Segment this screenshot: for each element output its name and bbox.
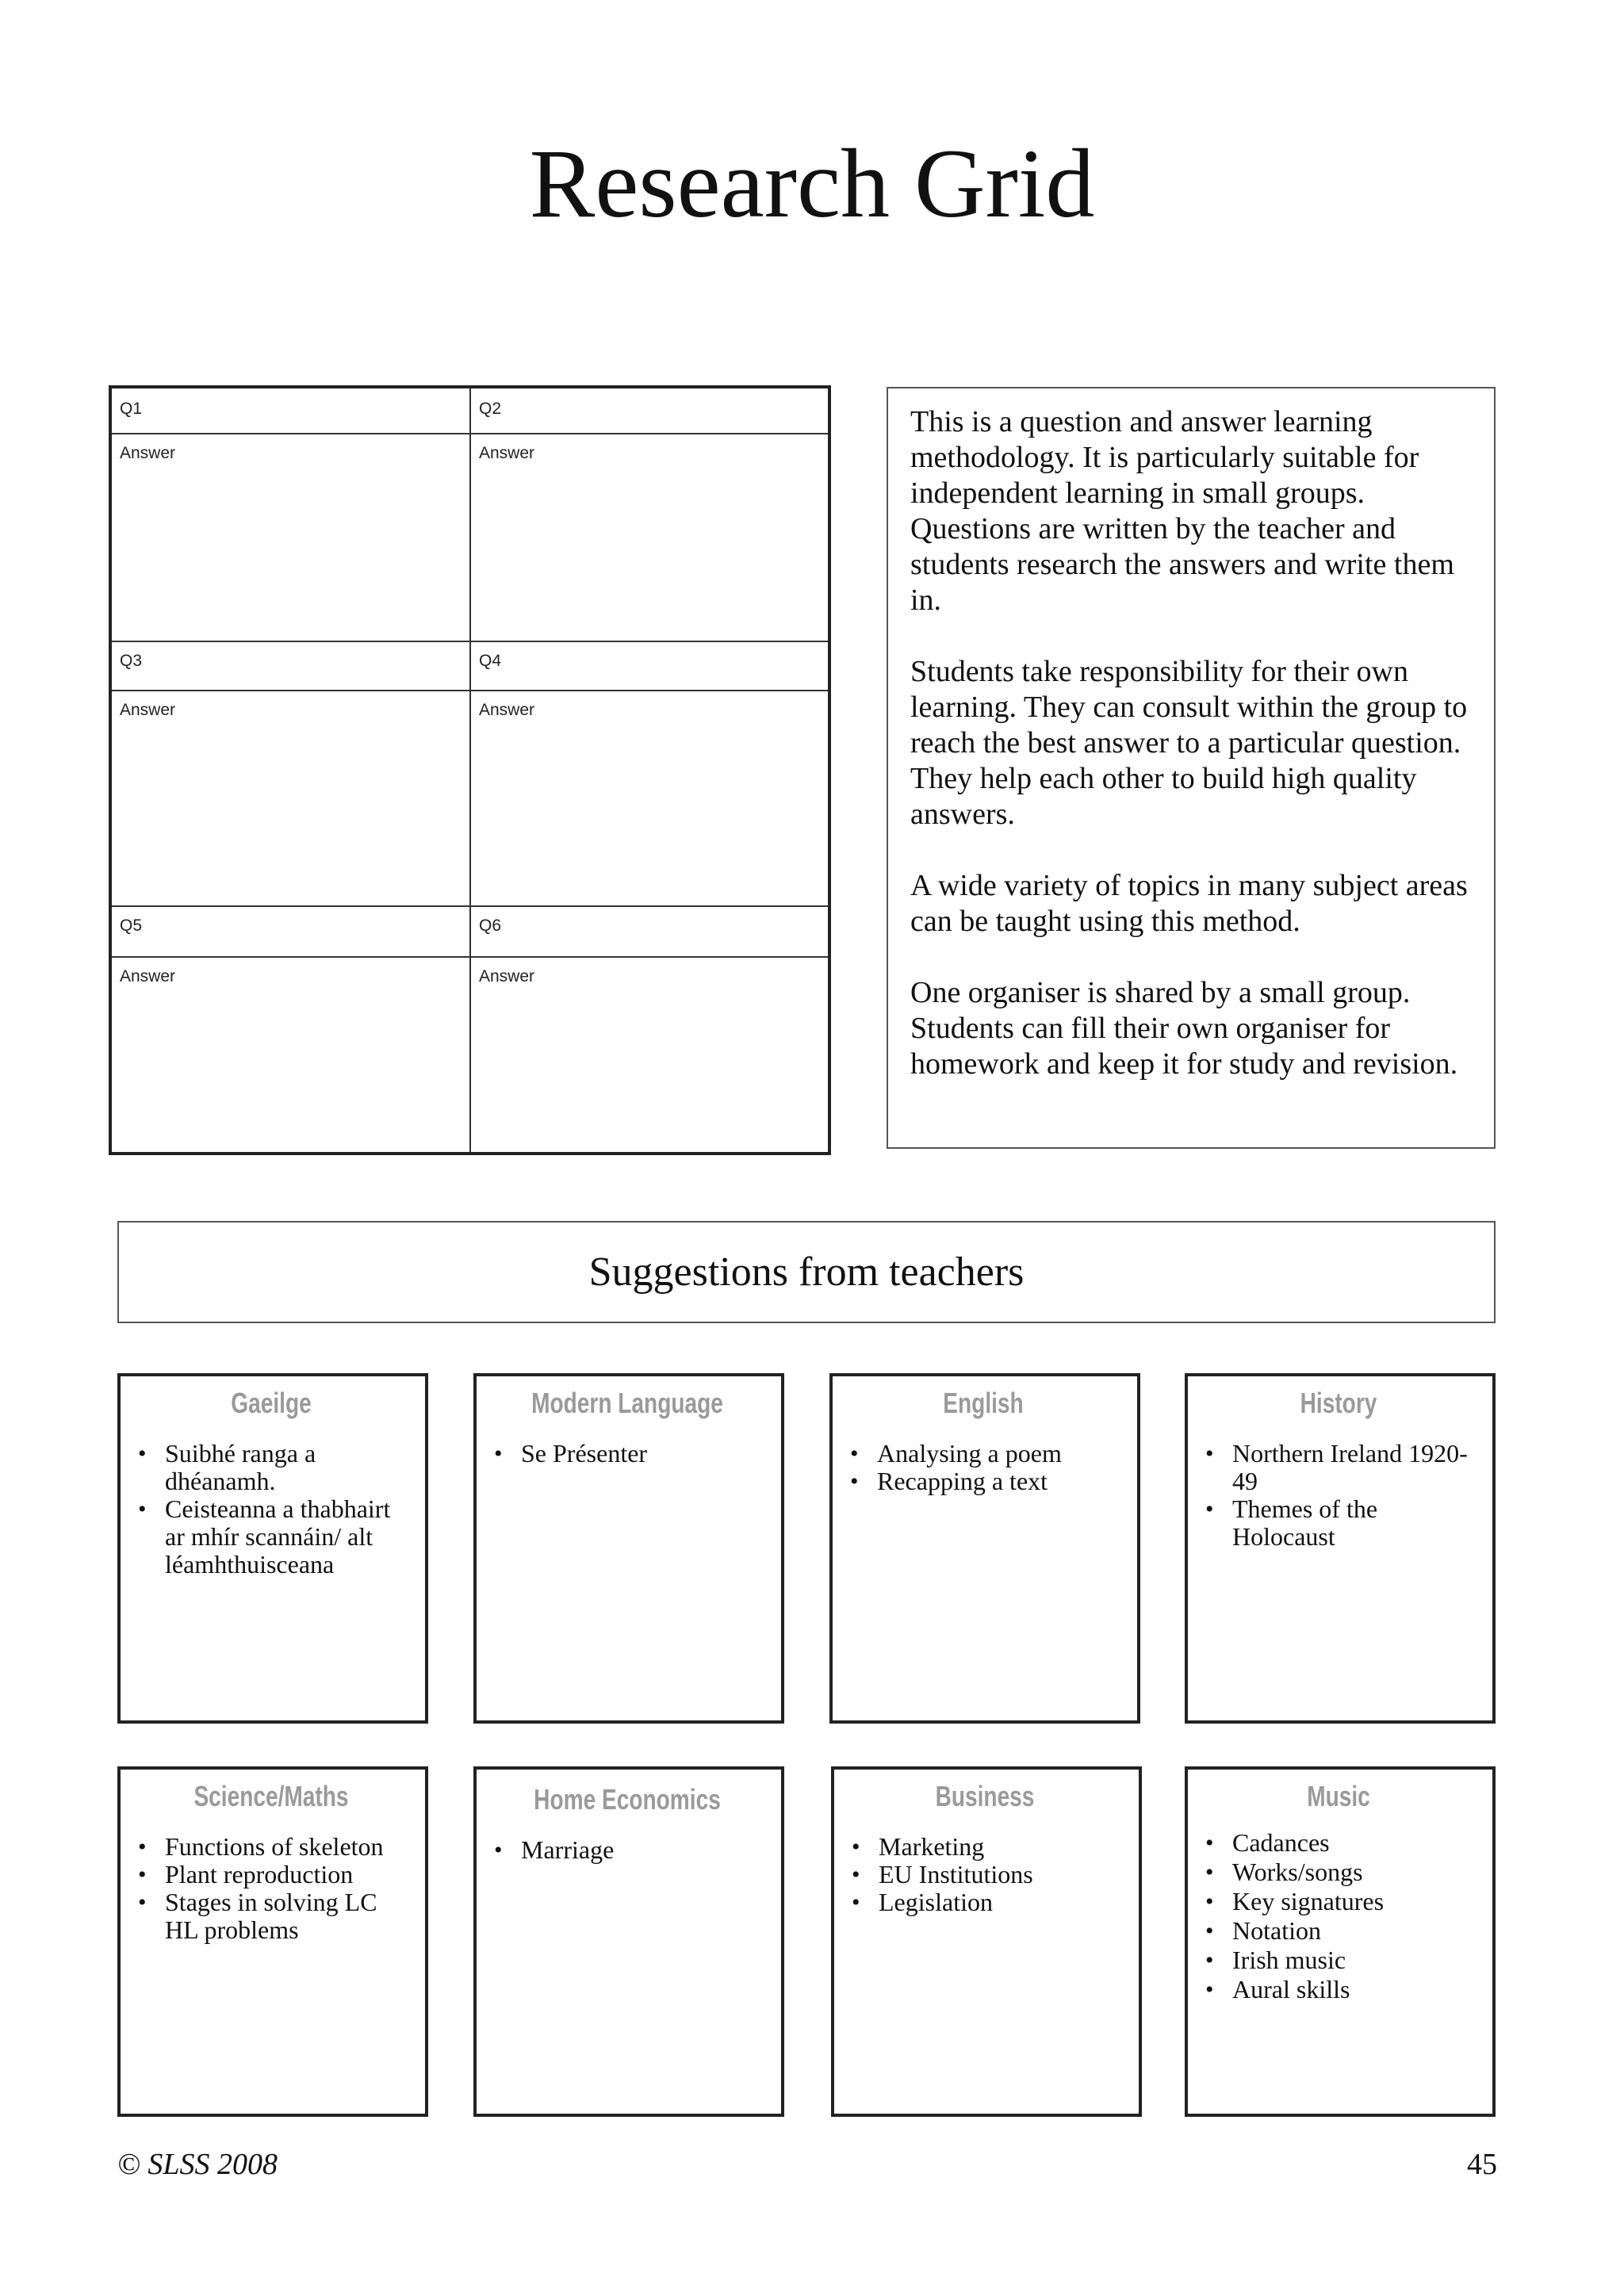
subject-card-home-economics xyxy=(473,1766,784,2117)
grid-answer-label: Answer xyxy=(479,967,535,985)
subject-card-history xyxy=(1185,1373,1496,1724)
list-item: • Themes of the Holocaust xyxy=(1199,1495,1478,1551)
grid-answer-label: Answer xyxy=(479,701,535,719)
list-item: • Recapping a text xyxy=(844,1468,1123,1495)
subject-card-modern-language xyxy=(473,1373,784,1724)
subject-title: English xyxy=(943,1387,1024,1419)
grid-question-label: Q6 xyxy=(479,916,502,935)
subject-title: Home Economics xyxy=(534,1783,721,1816)
list-item: • Aural skills xyxy=(1199,1975,1478,2004)
subject-list xyxy=(488,1440,767,1468)
list-item: • Cadances xyxy=(1199,1828,1478,1858)
research-grid xyxy=(109,385,831,1155)
description-paragraph: Students take responsibility for their own learning. They can consult within the group to reach the best answer to a particular question. They help each other to build high quality answers. xyxy=(910,655,1468,831)
subject-card-music xyxy=(1185,1766,1496,2117)
subject-title: Science/Maths xyxy=(193,1780,349,1812)
list-item: • Se Présenter xyxy=(488,1440,767,1468)
list-item: • Legislation xyxy=(845,1888,1124,1916)
grid-answer-label: Answer xyxy=(120,701,176,719)
description-paragraph: A wide variety of topics in many subject areas can be taught using this method. xyxy=(910,869,1468,938)
description-box xyxy=(887,387,1496,1149)
grid-question-label: Q4 xyxy=(479,652,502,670)
grid-question-label: Q3 xyxy=(120,652,143,670)
subject-list xyxy=(132,1833,411,1944)
subject-title: Gaeilge xyxy=(231,1387,312,1419)
list-item: • Works/songs xyxy=(1199,1858,1478,1887)
list-item: • Analysing a poem xyxy=(844,1440,1123,1468)
list-item: • Suibhé ranga a dhéanamh. xyxy=(132,1440,411,1495)
subject-list xyxy=(132,1440,411,1578)
list-item: • Key signatures xyxy=(1199,1887,1478,1916)
list-item: • Plant reproduction xyxy=(132,1861,411,1888)
subject-title: Modern Language xyxy=(531,1387,723,1419)
grid-question-label: Q1 xyxy=(120,400,143,418)
page-number: 45 xyxy=(1467,2148,1497,2181)
subject-list xyxy=(1199,1828,1478,2004)
grid-divider xyxy=(469,388,471,1152)
list-item: • Notation xyxy=(1199,1916,1478,1946)
list-item: • Stages in solving LC HL problems xyxy=(132,1888,411,1944)
page-title: Research Grid xyxy=(529,129,1095,238)
list-item: • Ceisteanna a thabhairt ar mhír scannáin/ alt léamhthuisceana xyxy=(132,1495,411,1578)
grid-question-label: Q2 xyxy=(479,400,502,418)
subject-list xyxy=(844,1440,1123,1495)
subject-list xyxy=(488,1836,767,1864)
list-item: • Marriage xyxy=(488,1836,767,1864)
subject-title: Music xyxy=(1307,1780,1370,1812)
subject-title: Business xyxy=(935,1780,1035,1812)
suggestions-heading: Suggestions from teachers xyxy=(117,1221,1496,1323)
subject-card-gaeilge xyxy=(117,1373,428,1724)
list-item: • Functions of skeleton xyxy=(132,1833,411,1861)
subject-list xyxy=(845,1833,1124,1916)
grid-answer-label: Answer xyxy=(120,444,176,462)
subject-list xyxy=(1199,1440,1478,1551)
subject-card-science-maths xyxy=(117,1766,428,2117)
subject-card-business xyxy=(831,1766,1142,2117)
footer-copyright: © SLSS 2008 xyxy=(117,2148,278,2181)
subject-title: History xyxy=(1300,1387,1377,1419)
list-item: • Marketing xyxy=(845,1833,1124,1861)
grid-question-label: Q5 xyxy=(120,916,143,935)
list-item: • Irish music xyxy=(1199,1946,1478,1975)
list-item: • EU Institutions xyxy=(845,1861,1124,1888)
grid-answer-label: Answer xyxy=(479,444,535,462)
description-paragraph: One organiser is shared by a small group. Students can fill their own organiser for homework and keep it for study and revision. xyxy=(910,976,1458,1081)
list-item: • Northern Ireland 1920-49 xyxy=(1199,1440,1478,1495)
subject-card-english xyxy=(829,1373,1140,1724)
grid-answer-label: Answer xyxy=(120,967,176,985)
description-paragraph: This is a question and answer learning methodology. It is particularly suitable for independent learning in small groups. Questions are written by the teacher and students research the answers and write them in. xyxy=(910,405,1454,617)
